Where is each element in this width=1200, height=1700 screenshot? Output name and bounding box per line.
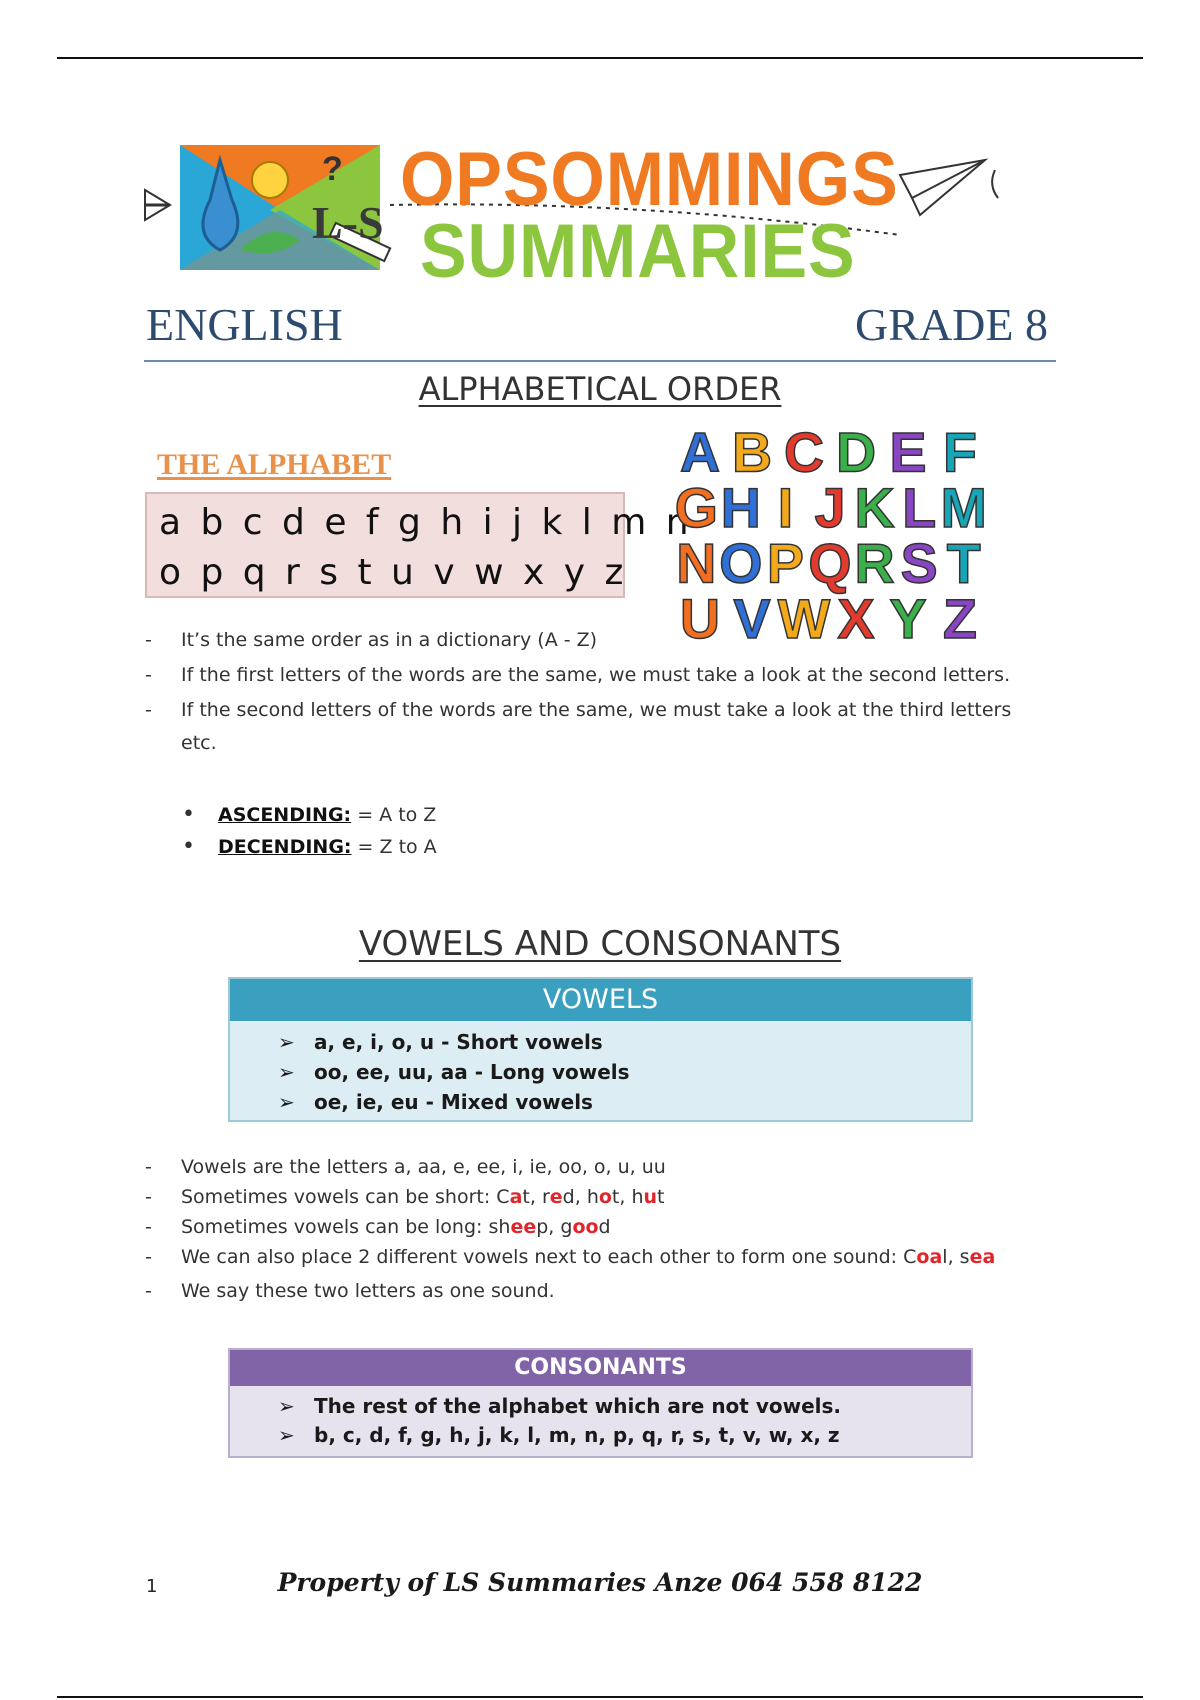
list-item: ➢ oe, ie, eu - Mixed vowels xyxy=(278,1087,971,1117)
alphabet-notes xyxy=(145,628,1045,771)
alphabet-letter: P xyxy=(766,532,804,595)
alphabet-letter: K xyxy=(854,477,895,540)
alphabet-box xyxy=(145,492,693,598)
example-word: good xyxy=(560,1216,611,1238)
example-word: Cat xyxy=(496,1186,530,1208)
vowel-notes xyxy=(145,1156,1045,1310)
arrow-bullet-icon: ➢ xyxy=(278,1394,295,1418)
arrow-bullet-icon: ➢ xyxy=(278,1423,295,1447)
list-item: - Vowels are the letters a, aa, e, ee, i, ie, oo, o, u, uu xyxy=(145,1156,666,1178)
subject-label: ENGLISH xyxy=(146,299,343,350)
alphabet-letter: G xyxy=(674,477,718,540)
alphabet-letter: Z xyxy=(943,588,977,647)
alphabet-letter: O xyxy=(719,532,763,595)
alphabet-line: o p q r s t u v w x y z xyxy=(159,552,628,593)
arrow-bullet-icon: ➢ xyxy=(278,1030,295,1054)
vowels-box-title: VOWELS xyxy=(230,979,971,1021)
alphabet-letter: W xyxy=(777,588,831,647)
list-item: ➢ oo, ee, uu, aa - Long vowels xyxy=(278,1057,971,1087)
example-word: Coal xyxy=(903,1246,948,1268)
logo-title-bottom: SUMMARIES xyxy=(420,209,856,294)
alphabet-letter: Y xyxy=(889,588,927,647)
bottom-rule xyxy=(57,1696,1143,1698)
alphabet-letter: H xyxy=(720,477,761,540)
alphabet-letter: T xyxy=(946,532,981,595)
list-item: - If the second letters of the words are the same, we must take a look at the third letters etc. xyxy=(145,699,1012,754)
alphabet-letter: V xyxy=(733,588,771,647)
alphabet-letter: A xyxy=(679,425,721,484)
list-item: • DECENDING: = Z to A xyxy=(182,834,437,859)
list-item: ➢ The rest of the alphabet which are not vowels. xyxy=(278,1392,971,1421)
example-word: sea xyxy=(959,1246,996,1268)
list-item: - Sometimes vowels can be long: sheep, good xyxy=(145,1216,611,1238)
list-item: ➢ b, c, d, f, g, h, j, k, l, m, n, p, q, r, s, t, v, w, x, z xyxy=(278,1421,971,1450)
list-item: - We say these two letters as one sound. xyxy=(145,1280,555,1302)
alphabet-letter: N xyxy=(676,532,717,595)
top-rule xyxy=(57,57,1143,59)
alphabet-letter: I xyxy=(777,477,794,540)
page-number: 1 xyxy=(146,1576,158,1597)
alphabet-letter: U xyxy=(679,588,721,647)
example-word: sheep xyxy=(488,1216,549,1238)
header-divider xyxy=(144,360,1056,362)
example-word: hut xyxy=(631,1186,665,1208)
list-item: - We can also place 2 different vowels next to each other to form one sound: Coal, sea xyxy=(145,1246,996,1268)
list-item: - It’s the same order as in a dictionary (A - Z) xyxy=(145,629,598,651)
alphabet-letter: Q xyxy=(808,532,852,595)
alphabet-letter: E xyxy=(889,425,927,484)
list-item: - Sometimes vowels can be short: Cat, red, hot, hut xyxy=(145,1186,665,1208)
alphabet-line: a b c d e f g h i j k l m n xyxy=(159,502,693,543)
order-definitions xyxy=(180,804,437,868)
alphabet-letter: X xyxy=(837,588,875,647)
colorful-alphabet-image xyxy=(670,425,990,647)
alphabet-letter: D xyxy=(835,425,877,484)
list-item: - If the first letters of the words are the same, we must take a look at the second letters. xyxy=(145,664,1011,686)
vowels-box xyxy=(228,977,973,1122)
arrow-bullet-icon: ➢ xyxy=(278,1090,295,1114)
section-title-vowels-consonants: VOWELS AND CONSONANTS xyxy=(358,924,842,964)
list-item: • ASCENDING: = A to Z xyxy=(182,802,437,827)
alphabet-letter: J xyxy=(814,477,846,540)
alphabet-letter: C xyxy=(783,425,825,484)
consonants-box-title: CONSONANTS xyxy=(230,1350,971,1386)
example-word: hot xyxy=(586,1186,620,1208)
alphabet-letter: M xyxy=(940,477,987,540)
logo-title-top: OPSOMMINGS xyxy=(400,137,899,222)
logo-mark: L-S xyxy=(312,197,384,248)
example-word: red xyxy=(541,1186,575,1208)
alphabet-letter: B xyxy=(731,425,773,484)
grade-label: GRADE 8 xyxy=(855,299,1048,350)
list-item: ➢ a, e, i, o, u - Short vowels xyxy=(278,1027,971,1057)
section-title-alphabetical-order: ALPHABETICAL ORDER xyxy=(418,370,782,408)
alphabet-letter: S xyxy=(900,532,938,595)
alphabet-letter: R xyxy=(854,532,895,595)
alphabet-letter: F xyxy=(943,425,977,484)
footer-text: Property of LS Summaries Anze 064 558 8122 xyxy=(277,1568,923,1597)
arrow-bullet-icon: ➢ xyxy=(278,1060,295,1084)
svg-text:?: ? xyxy=(322,150,343,188)
consonants-box xyxy=(228,1348,973,1458)
alphabet-letter: L xyxy=(902,477,937,540)
alphabet-heading: THE ALPHABET xyxy=(157,448,392,481)
